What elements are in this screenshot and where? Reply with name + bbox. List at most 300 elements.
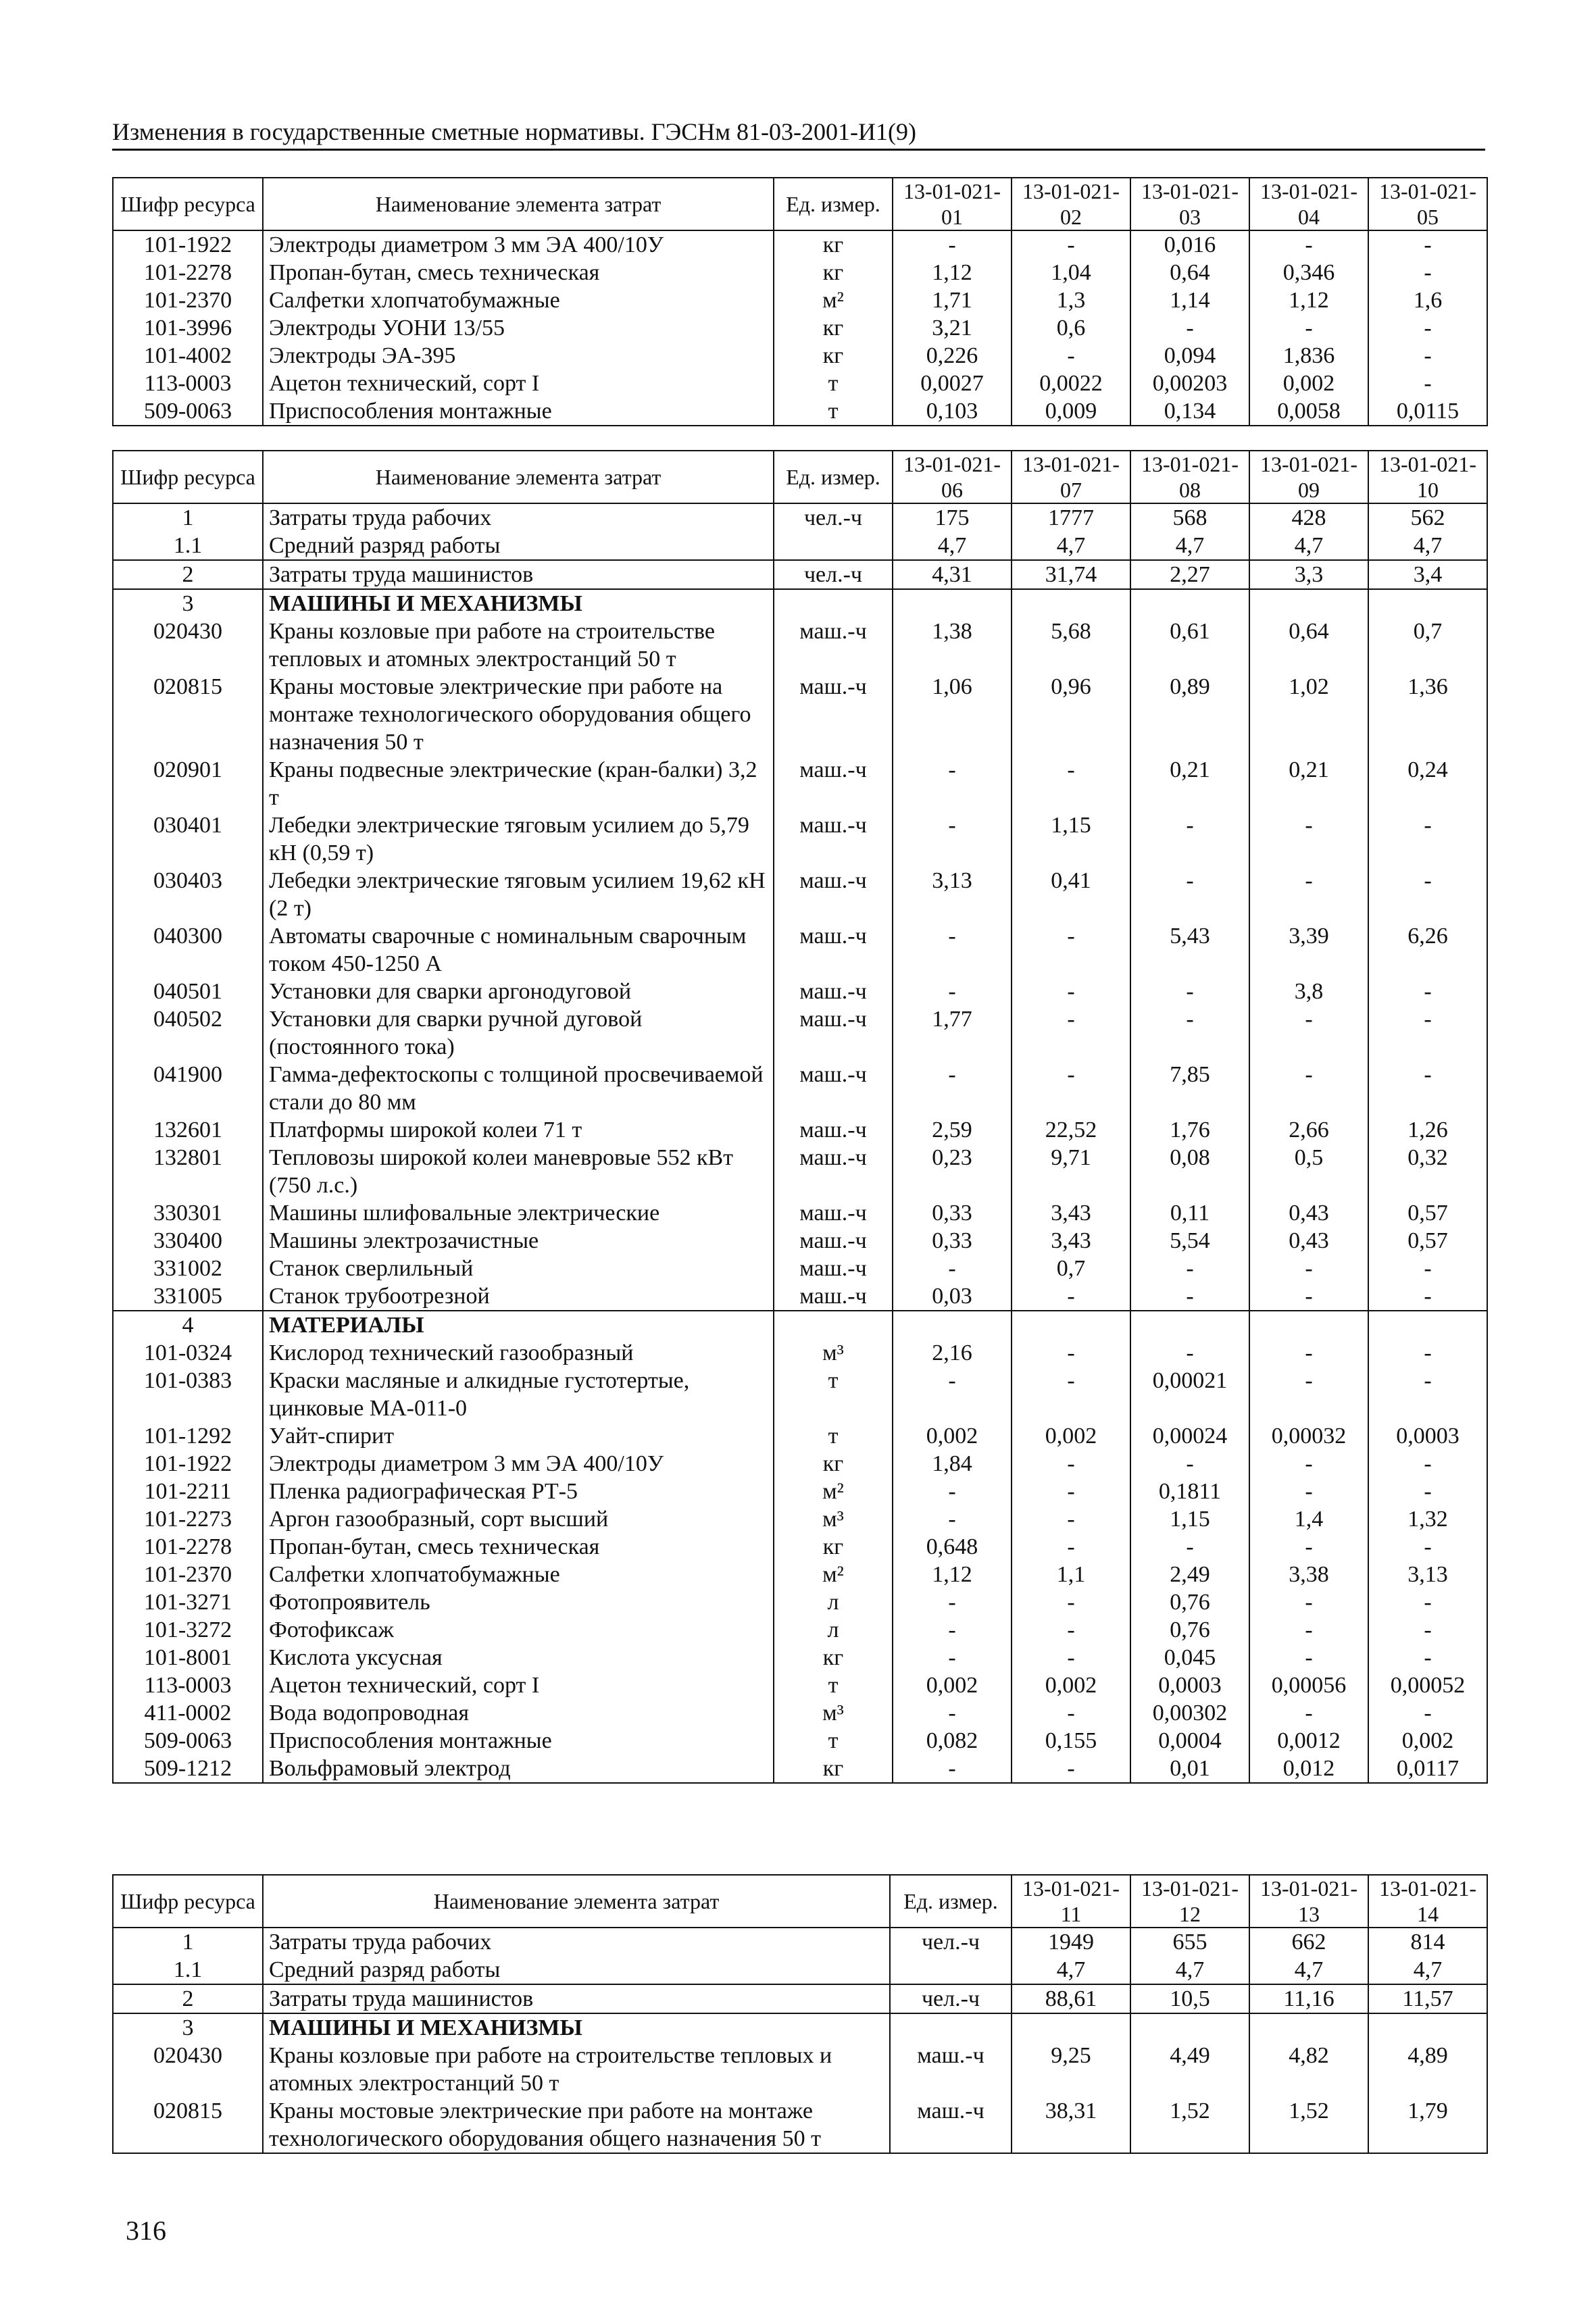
element-name: Краны козловые при работе на строительстве тепловых и атомных электростанций 50 т	[263, 618, 774, 673]
value-cell: -	[1012, 230, 1130, 259]
value-cell: -	[1368, 1282, 1487, 1311]
unit: маш.-ч	[774, 811, 893, 867]
value-cell: 0,57	[1368, 1227, 1487, 1255]
unit: т	[774, 1727, 893, 1755]
value-cell: 1,79	[1368, 2097, 1487, 2153]
value-cell	[1012, 1311, 1130, 1339]
unit: маш.-ч	[774, 922, 893, 978]
value-cell: 3,39	[1249, 922, 1368, 978]
table-row	[113, 1755, 1487, 1783]
value-cell: -	[1249, 1061, 1368, 1116]
element-name: Ацетон технический, сорт I	[263, 370, 774, 397]
value-cell: -	[1012, 1282, 1130, 1311]
value-cell: -	[893, 1255, 1012, 1282]
unit: маш.-ч	[774, 1199, 893, 1227]
element-name: Вольфрамовый электрод	[263, 1755, 774, 1783]
value-cell: 3,38	[1249, 1561, 1368, 1588]
value-cell: 0,103	[893, 397, 1012, 426]
value-cell: -	[1130, 1255, 1249, 1282]
value-cell: 0,0115	[1368, 397, 1487, 426]
resource-code: 020815	[113, 2097, 263, 2153]
value-cell	[1249, 589, 1368, 618]
value-cell: 0,0012	[1249, 1727, 1368, 1755]
element-name: Приспособления монтажные	[263, 397, 774, 426]
element-name: Средний разряд работы	[263, 1956, 890, 1984]
element-name: МАТЕРИАЛЫ	[263, 1311, 774, 1339]
element-name: Краны мостовые электрические при работе на монтаже технологического оборудования общего назначения 50 т	[263, 2097, 890, 2153]
value-cell: -	[1368, 314, 1487, 342]
table-row	[113, 1533, 1487, 1561]
header-code: Шифр ресурса	[113, 1875, 263, 1928]
unit: чел.-ч	[774, 560, 893, 589]
value-cell: 1,77	[893, 1005, 1012, 1061]
value-cell	[1130, 589, 1249, 618]
unit: маш.-ч	[774, 1255, 893, 1282]
unit: м²	[774, 286, 893, 314]
value-cell: 3,13	[893, 867, 1012, 922]
element-name: Кислород технический газообразный	[263, 1339, 774, 1367]
resource-code: 2	[113, 560, 263, 589]
value-cell	[1249, 2013, 1368, 2042]
value-cell: 0,7	[1368, 618, 1487, 673]
table-row	[113, 1561, 1487, 1588]
value-cell: 0,03	[893, 1282, 1012, 1311]
value-cell: -	[1368, 978, 1487, 1005]
unit: т	[774, 1367, 893, 1422]
resource-code: 030401	[113, 811, 263, 867]
value-cell: -	[1249, 811, 1368, 867]
resource-code: 101-0383	[113, 1367, 263, 1422]
table-row	[113, 1144, 1487, 1199]
resource-code: 041900	[113, 1061, 263, 1116]
resource-code: 101-1922	[113, 1450, 263, 1478]
value-cell: -	[1368, 1061, 1487, 1116]
section-row	[113, 1311, 1487, 1339]
unit: м²	[774, 1561, 893, 1588]
value-cell: -	[1249, 1644, 1368, 1671]
table-row	[113, 2097, 1487, 2153]
value-cell: 3,21	[893, 314, 1012, 342]
value-cell: -	[1012, 922, 1130, 978]
value-cell	[893, 589, 1012, 618]
resource-code: 3	[113, 589, 263, 618]
value-cell: 4,7	[1249, 532, 1368, 560]
value-cell: -	[1012, 1755, 1130, 1783]
value-cell: -	[893, 1588, 1012, 1616]
value-cell: 0,00024	[1130, 1422, 1249, 1450]
resource-code: 101-3996	[113, 314, 263, 342]
value-cell: 0,082	[893, 1727, 1012, 1755]
page-number: 316	[126, 2215, 166, 2246]
header-name: Наименование элемента затрат	[263, 451, 774, 503]
unit: л	[774, 1616, 893, 1644]
resource-code: 101-0324	[113, 1339, 263, 1367]
value-cell: 0,226	[893, 342, 1012, 370]
value-cell: -	[1249, 1478, 1368, 1505]
unit: т	[774, 1671, 893, 1699]
table-row	[113, 1199, 1487, 1227]
element-name: Уайт-спирит	[263, 1422, 774, 1450]
unit: кг	[774, 230, 893, 259]
unit: м²	[774, 1478, 893, 1505]
table-row	[113, 618, 1487, 673]
table-row	[113, 1227, 1487, 1255]
header-norm-code: 13-01-021-10	[1368, 451, 1487, 503]
unit: маш.-ч	[774, 1227, 893, 1255]
value-cell: 0,002	[1249, 370, 1368, 397]
value-cell: 0,0003	[1130, 1671, 1249, 1699]
value-cell: -	[1368, 867, 1487, 922]
value-cell: -	[1249, 867, 1368, 922]
value-cell: -	[1368, 1644, 1487, 1671]
value-cell: 0,012	[1249, 1755, 1368, 1783]
value-cell: 0,7	[1012, 1255, 1130, 1282]
table-row	[113, 397, 1487, 426]
value-cell	[893, 1311, 1012, 1339]
value-cell	[1130, 2013, 1249, 2042]
value-cell: -	[893, 756, 1012, 811]
value-cell: -	[893, 811, 1012, 867]
value-cell: 0,21	[1249, 756, 1368, 811]
element-name: Электроды УОНИ 13/55	[263, 314, 774, 342]
value-cell: 2,66	[1249, 1116, 1368, 1144]
resource-code: 509-1212	[113, 1755, 263, 1783]
resource-code: 101-8001	[113, 1644, 263, 1671]
value-cell: -	[893, 922, 1012, 978]
table-row	[113, 1422, 1487, 1450]
header-norm-code: 13-01-021-04	[1249, 178, 1368, 230]
value-cell: 4,7	[1130, 1956, 1249, 1984]
header-row	[113, 1875, 1487, 1928]
value-cell: 0,00032	[1249, 1422, 1368, 1450]
value-cell: -	[1368, 1367, 1487, 1422]
element-name: Затраты труда машинистов	[263, 560, 774, 589]
value-cell: -	[1368, 342, 1487, 370]
value-cell: 0,0003	[1368, 1422, 1487, 1450]
value-cell: -	[1249, 1255, 1368, 1282]
value-cell: -	[893, 1505, 1012, 1533]
resource-code: 040501	[113, 978, 263, 1005]
resource-code: 020430	[113, 2042, 263, 2097]
element-name: Электроды диаметром 3 мм ЭА 400/10У	[263, 230, 774, 259]
resource-code: 101-3271	[113, 1588, 263, 1616]
value-cell: 655	[1130, 1928, 1249, 1956]
value-cell: -	[1012, 1005, 1130, 1061]
resource-code: 101-4002	[113, 342, 263, 370]
value-cell: -	[1249, 1005, 1368, 1061]
header-norm-code: 13-01-021-01	[893, 178, 1012, 230]
resource-code: 101-2370	[113, 286, 263, 314]
header-row	[113, 451, 1487, 503]
table-row	[113, 314, 1487, 342]
value-cell: -	[1012, 1644, 1130, 1671]
value-cell: 0,0022	[1012, 370, 1130, 397]
value-cell: 0,33	[893, 1199, 1012, 1227]
table-row	[113, 1005, 1487, 1061]
value-cell: -	[1130, 978, 1249, 1005]
value-cell: -	[1012, 342, 1130, 370]
value-cell: -	[1012, 1588, 1130, 1616]
header-unit: Ед. измер.	[774, 451, 893, 503]
value-cell: 428	[1249, 503, 1368, 532]
element-name: Гамма-дефектоскопы с толщиной просвечиваемой стали до 80 мм	[263, 1061, 774, 1116]
value-cell: 1,12	[893, 1561, 1012, 1588]
value-cell: 1,02	[1249, 673, 1368, 756]
unit: маш.-ч	[890, 2042, 1012, 2097]
unit: маш.-ч	[774, 1116, 893, 1144]
value-cell: 0,134	[1130, 397, 1249, 426]
element-name: Платформы широкой колеи 71 т	[263, 1116, 774, 1144]
table-row	[113, 532, 1487, 560]
value-cell: 0,21	[1130, 756, 1249, 811]
table-row	[113, 1956, 1487, 1984]
value-cell: 0,41	[1012, 867, 1130, 922]
element-name: Лебедки электрические тяговым усилием до 5,79 кН (0,59 т)	[263, 811, 774, 867]
value-cell: 1,71	[893, 286, 1012, 314]
table-row	[113, 259, 1487, 286]
value-cell: 0,045	[1130, 1644, 1249, 1671]
resource-code: 1.1	[113, 1956, 263, 1984]
unit: кг	[774, 1450, 893, 1478]
value-cell: 4,49	[1130, 2042, 1249, 2097]
element-name: МАШИНЫ И МЕХАНИЗМЫ	[263, 2013, 890, 2042]
value-cell: 562	[1368, 503, 1487, 532]
element-name: МАШИНЫ И МЕХАНИЗМЫ	[263, 589, 774, 618]
element-name: Аргон газообразный, сорт высший	[263, 1505, 774, 1533]
section-row	[113, 2013, 1487, 2042]
resource-code: 101-1922	[113, 230, 263, 259]
resource-code: 330400	[113, 1227, 263, 1255]
value-cell: 0,002	[893, 1422, 1012, 1450]
table-row	[113, 1061, 1487, 1116]
element-name: Ацетон технический, сорт I	[263, 1671, 774, 1699]
header-unit: Ед. измер.	[890, 1875, 1012, 1928]
value-cell: -	[1368, 1699, 1487, 1727]
resource-code: 040502	[113, 1005, 263, 1061]
value-cell: 3,3	[1249, 560, 1368, 589]
value-cell: 4,7	[1012, 1956, 1130, 1984]
resource-code: 1	[113, 1928, 263, 1956]
resource-code: 113-0003	[113, 1671, 263, 1699]
element-name: Затраты труда рабочих	[263, 1928, 890, 1956]
value-cell: -	[1012, 1339, 1130, 1367]
table-row	[113, 1478, 1487, 1505]
value-cell: -	[893, 978, 1012, 1005]
unit: т	[774, 1422, 893, 1450]
unit: кг	[774, 1644, 893, 1671]
element-name: Кислота уксусная	[263, 1644, 774, 1671]
element-name: Станок сверлильный	[263, 1255, 774, 1282]
element-name: Вода водопроводная	[263, 1699, 774, 1727]
value-cell: 0,002	[1012, 1671, 1130, 1699]
value-cell	[1368, 2013, 1487, 2042]
value-cell: 568	[1130, 503, 1249, 532]
header-norm-code: 13-01-021-11	[1012, 1875, 1130, 1928]
value-cell: 0,33	[893, 1227, 1012, 1255]
value-cell: -	[1130, 1450, 1249, 1478]
resource-code: 101-2278	[113, 259, 263, 286]
value-cell: -	[1130, 1282, 1249, 1311]
value-cell: 4,89	[1368, 2042, 1487, 2097]
unit	[774, 1311, 893, 1339]
value-cell: 2,59	[893, 1116, 1012, 1144]
element-name: Машины электрозачистные	[263, 1227, 774, 1255]
resource-code: 101-2370	[113, 1561, 263, 1588]
value-cell: 6,26	[1368, 922, 1487, 978]
unit	[890, 1956, 1012, 1984]
value-cell: -	[1012, 1505, 1130, 1533]
value-cell: 11,57	[1368, 1984, 1487, 2013]
value-cell: 0,64	[1249, 618, 1368, 673]
header-norm-code: 13-01-021-09	[1249, 451, 1368, 503]
resource-code: 101-1292	[113, 1422, 263, 1450]
unit: м³	[774, 1505, 893, 1533]
unit: маш.-ч	[774, 978, 893, 1005]
unit: маш.-ч	[774, 673, 893, 756]
value-cell: 1,32	[1368, 1505, 1487, 1533]
value-cell: 0,0117	[1368, 1755, 1487, 1783]
value-cell: 1,12	[893, 259, 1012, 286]
header-norm-code: 13-01-021-05	[1368, 178, 1487, 230]
value-cell: -	[1249, 1588, 1368, 1616]
resource-code: 509-0063	[113, 1727, 263, 1755]
value-cell: -	[1368, 259, 1487, 286]
value-cell: 0,43	[1249, 1199, 1368, 1227]
element-name: Установки для сварки ручной дуговой (постоянного тока)	[263, 1005, 774, 1061]
value-cell: 31,74	[1012, 560, 1130, 589]
resource-code: 1.1	[113, 532, 263, 560]
table-row	[113, 811, 1487, 867]
table-row	[113, 1984, 1487, 2013]
value-cell: 11,16	[1249, 1984, 1368, 2013]
value-cell: 0,76	[1130, 1616, 1249, 1644]
value-cell: 3,43	[1012, 1199, 1130, 1227]
value-cell	[1130, 1311, 1249, 1339]
value-cell: 1,4	[1249, 1505, 1368, 1533]
value-cell: -	[1130, 1339, 1249, 1367]
unit: маш.-ч	[774, 1061, 893, 1116]
value-cell: 7,85	[1130, 1061, 1249, 1116]
value-cell	[1249, 1311, 1368, 1339]
value-cell: 1,84	[893, 1450, 1012, 1478]
table-row	[113, 1727, 1487, 1755]
element-name: Пленка радиографическая РТ-5	[263, 1478, 774, 1505]
value-cell: 0,61	[1130, 618, 1249, 673]
value-cell: -	[1249, 230, 1368, 259]
unit: маш.-ч	[774, 1144, 893, 1199]
resource-code: 030403	[113, 867, 263, 922]
element-name: Салфетки хлопчатобумажные	[263, 286, 774, 314]
value-cell: 1777	[1012, 503, 1130, 532]
table-row	[113, 1699, 1487, 1727]
table-row	[113, 342, 1487, 370]
unit: маш.-ч	[774, 867, 893, 922]
unit	[890, 2013, 1012, 2042]
value-cell: 0,155	[1012, 1727, 1130, 1755]
element-name: Тепловозы широкой колеи маневровые 552 кВт (750 л.с.)	[263, 1144, 774, 1199]
unit: чел.-ч	[890, 1928, 1012, 1956]
value-cell: -	[1368, 1533, 1487, 1561]
value-cell: 0,002	[893, 1671, 1012, 1699]
value-cell: 0,00203	[1130, 370, 1249, 397]
header-row	[113, 178, 1487, 230]
header-norm-code: 13-01-021-08	[1130, 451, 1249, 503]
value-cell: 0,00056	[1249, 1671, 1368, 1699]
value-cell: -	[1130, 1533, 1249, 1561]
value-cell: -	[1249, 1367, 1368, 1422]
value-cell: 4,31	[893, 560, 1012, 589]
value-cell: -	[1012, 1699, 1130, 1727]
resource-code: 040300	[113, 922, 263, 978]
value-cell: -	[893, 1644, 1012, 1671]
value-cell: 0,0027	[893, 370, 1012, 397]
element-name: Пропан-бутан, смесь техническая	[263, 259, 774, 286]
value-cell: 0,00052	[1368, 1671, 1487, 1699]
resource-code: 1	[113, 503, 263, 532]
value-cell: 0,01	[1130, 1755, 1249, 1783]
resource-code: 411-0002	[113, 1699, 263, 1727]
value-cell: -	[1249, 1699, 1368, 1727]
table-row	[113, 1928, 1487, 1956]
value-cell: 1,52	[1130, 2097, 1249, 2153]
resource-code: 113-0003	[113, 370, 263, 397]
unit: чел.-ч	[774, 503, 893, 532]
running-header: Изменения в государственные сметные нормативы. ГЭСНм 81-03-2001-И1(9)	[112, 116, 1485, 151]
table-row	[113, 1282, 1487, 1311]
value-cell: 4,7	[1012, 532, 1130, 560]
value-cell: 1,04	[1012, 259, 1130, 286]
element-name: Салфетки хлопчатобумажные	[263, 1561, 774, 1588]
value-cell: 0,002	[1012, 1422, 1130, 1450]
value-cell: 0,346	[1249, 259, 1368, 286]
value-cell: -	[1368, 1005, 1487, 1061]
value-cell: -	[893, 1478, 1012, 1505]
section-row	[113, 589, 1487, 618]
value-cell: 0,648	[893, 1533, 1012, 1561]
value-cell: 2,27	[1130, 560, 1249, 589]
value-cell: -	[1368, 1450, 1487, 1478]
value-cell: 0,094	[1130, 342, 1249, 370]
unit: т	[774, 370, 893, 397]
value-cell: 0,00021	[1130, 1367, 1249, 1422]
element-name: Приспособления монтажные	[263, 1727, 774, 1755]
resource-code: 2	[113, 1984, 263, 2013]
value-cell: -	[1368, 811, 1487, 867]
value-cell: 4,82	[1249, 2042, 1368, 2097]
unit: маш.-ч	[774, 756, 893, 811]
header-norm-code: 13-01-021-02	[1012, 178, 1130, 230]
element-name: Краны мостовые электрические при работе на монтаже технологического оборудования общего назначения 50 т	[263, 673, 774, 756]
resource-code: 330301	[113, 1199, 263, 1227]
value-cell: 1,06	[893, 673, 1012, 756]
value-cell: 0,89	[1130, 673, 1249, 756]
element-name: Лебедки электрические тяговым усилием 19,62 кН (2 т)	[263, 867, 774, 922]
header-norm-code: 13-01-021-14	[1368, 1875, 1487, 1928]
value-cell: 662	[1249, 1928, 1368, 1956]
value-cell: 1,52	[1249, 2097, 1368, 2153]
value-cell: 1,15	[1012, 811, 1130, 867]
table-row	[113, 1616, 1487, 1644]
value-cell: -	[1130, 1005, 1249, 1061]
value-cell: 1,38	[893, 618, 1012, 673]
value-cell: 1,3	[1012, 286, 1130, 314]
table-row	[113, 503, 1487, 532]
unit: кг	[774, 259, 893, 286]
value-cell: -	[893, 1755, 1012, 1783]
value-cell: 0,016	[1130, 230, 1249, 259]
table-row	[113, 1588, 1487, 1616]
value-cell: -	[1249, 314, 1368, 342]
